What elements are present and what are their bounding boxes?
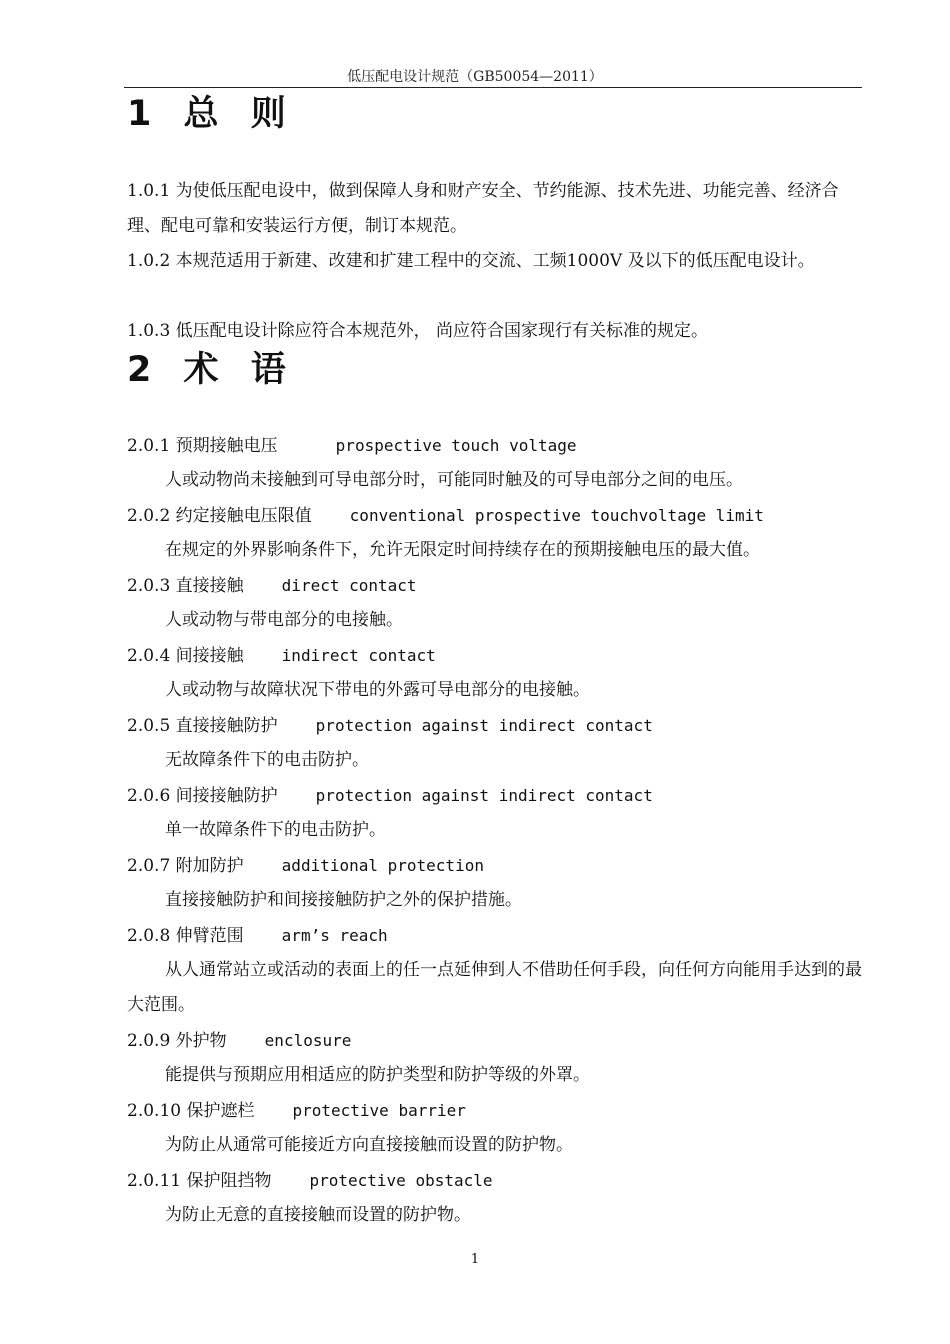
- clause-1-0-1: 1.0.1 为使低压配电设中，做到保障人身和财产安全、节约能源、技术先进、功能完善、经济合理、配电可靠和安装运行方便，制订本规范。: [127, 181, 839, 236]
- term-number: 2.0.7: [127, 856, 171, 876]
- term-heading: [127, 434, 577, 458]
- term-heading: [127, 714, 653, 738]
- term-definition: 单一故障条件下的电击防护。: [165, 820, 386, 840]
- term-english: enclosure: [264, 1031, 352, 1050]
- term-chinese: 间接接触: [175, 646, 244, 666]
- page-number: 1: [470, 1252, 480, 1267]
- term-heading: [127, 574, 417, 598]
- term-definition: 人或动物与带电部分的电接触。: [165, 610, 403, 630]
- term-chinese: 直接接触: [175, 576, 244, 596]
- running-header: 低压配电设计规范（GB50054—2011）: [347, 69, 603, 85]
- term-chinese: 伸臂范围: [175, 926, 244, 946]
- term-heading: [127, 1099, 466, 1123]
- term-chinese: 间接接触防护: [175, 786, 278, 806]
- term-definition: 人或动物尚未接触到可导电部分时，可能同时触及的可导电部分之间的电压。: [165, 470, 743, 490]
- term-heading: [127, 924, 388, 948]
- term-english: additional protection: [281, 856, 484, 875]
- term-definition: 无故障条件下的电击防护。: [165, 750, 369, 770]
- clause-1-0-3: 1.0.3 低压配电设计除应符合本规范外， 尚应符合国家现行有关标准的规定。: [127, 321, 709, 341]
- term-chinese: 约定接触电压限值: [175, 506, 312, 526]
- term-number: 2.0.2: [127, 506, 171, 526]
- clause-1-0-2: 1.0.2 本规范适用于新建、改建和扩建工程中的交流、工频1000V 及以下的低压配电设计。: [127, 251, 815, 271]
- term-definition: 为防止无意的直接接触而设置的防护物。: [165, 1205, 471, 1225]
- term-heading: [127, 854, 484, 878]
- term-definition: 在规定的外界影响条件下，允许无限定时间持续存在的预期接触电压的最大值。: [165, 540, 760, 560]
- term-chinese: 附加防护: [175, 856, 244, 876]
- term-number: 2.0.11: [127, 1171, 182, 1191]
- term-number: 2.0.8: [127, 926, 171, 946]
- term-number: 2.0.6: [127, 786, 171, 806]
- term-definition: 为防止从通常可能接近方向直接接触而设置的防护物。: [165, 1135, 573, 1155]
- term-number: 2.0.9: [127, 1031, 171, 1051]
- term-number: 2.0.3: [127, 576, 171, 596]
- term-english: prospective touch voltage: [335, 436, 577, 455]
- term-chinese: 保护阻挡物: [186, 1171, 272, 1191]
- term-english: arm’s reach: [281, 926, 388, 945]
- term-heading: [127, 1029, 351, 1053]
- term-heading: [127, 784, 653, 808]
- term-definition: 从人通常站立或活动的表面上的任一点延伸到人不借助任何手段，向任何方向能用手达到的最大范围。: [127, 960, 862, 1015]
- term-definition: 人或动物与故障状况下带电的外露可导电部分的电接触。: [165, 680, 590, 700]
- term-english: protective barrier: [292, 1101, 466, 1120]
- term-chinese: 直接接触防护: [175, 716, 278, 736]
- term-number: 2.0.1: [127, 436, 171, 456]
- header-rule: [124, 87, 862, 88]
- term-english: protection against indirect contact: [315, 716, 653, 735]
- term-english: conventional prospective touchvoltage limit: [349, 506, 764, 525]
- term-chinese: 保护遮栏: [186, 1101, 255, 1121]
- term-english: protection against indirect contact: [315, 786, 653, 805]
- term-number: 2.0.4: [127, 646, 171, 666]
- chapter-2-heading: 2 术 语: [127, 350, 296, 390]
- chapter-1-heading: 1 总 则: [127, 94, 296, 134]
- term-english: indirect contact: [281, 646, 436, 665]
- term-chinese: 预期接触电压: [175, 436, 278, 456]
- term-english: protective obstacle: [309, 1171, 493, 1190]
- term-number: 2.0.10: [127, 1101, 182, 1121]
- term-definition: 直接接触防护和间接接触防护之外的保护措施。: [165, 890, 522, 910]
- term-definition: 能提供与预期应用相适应的防护类型和防护等级的外罩。: [165, 1065, 590, 1085]
- term-english: direct contact: [281, 576, 417, 595]
- term-heading: [127, 504, 764, 528]
- term-chinese: 外护物: [175, 1031, 227, 1051]
- term-heading: [127, 644, 436, 668]
- term-number: 2.0.5: [127, 716, 171, 736]
- term-heading: [127, 1169, 493, 1193]
